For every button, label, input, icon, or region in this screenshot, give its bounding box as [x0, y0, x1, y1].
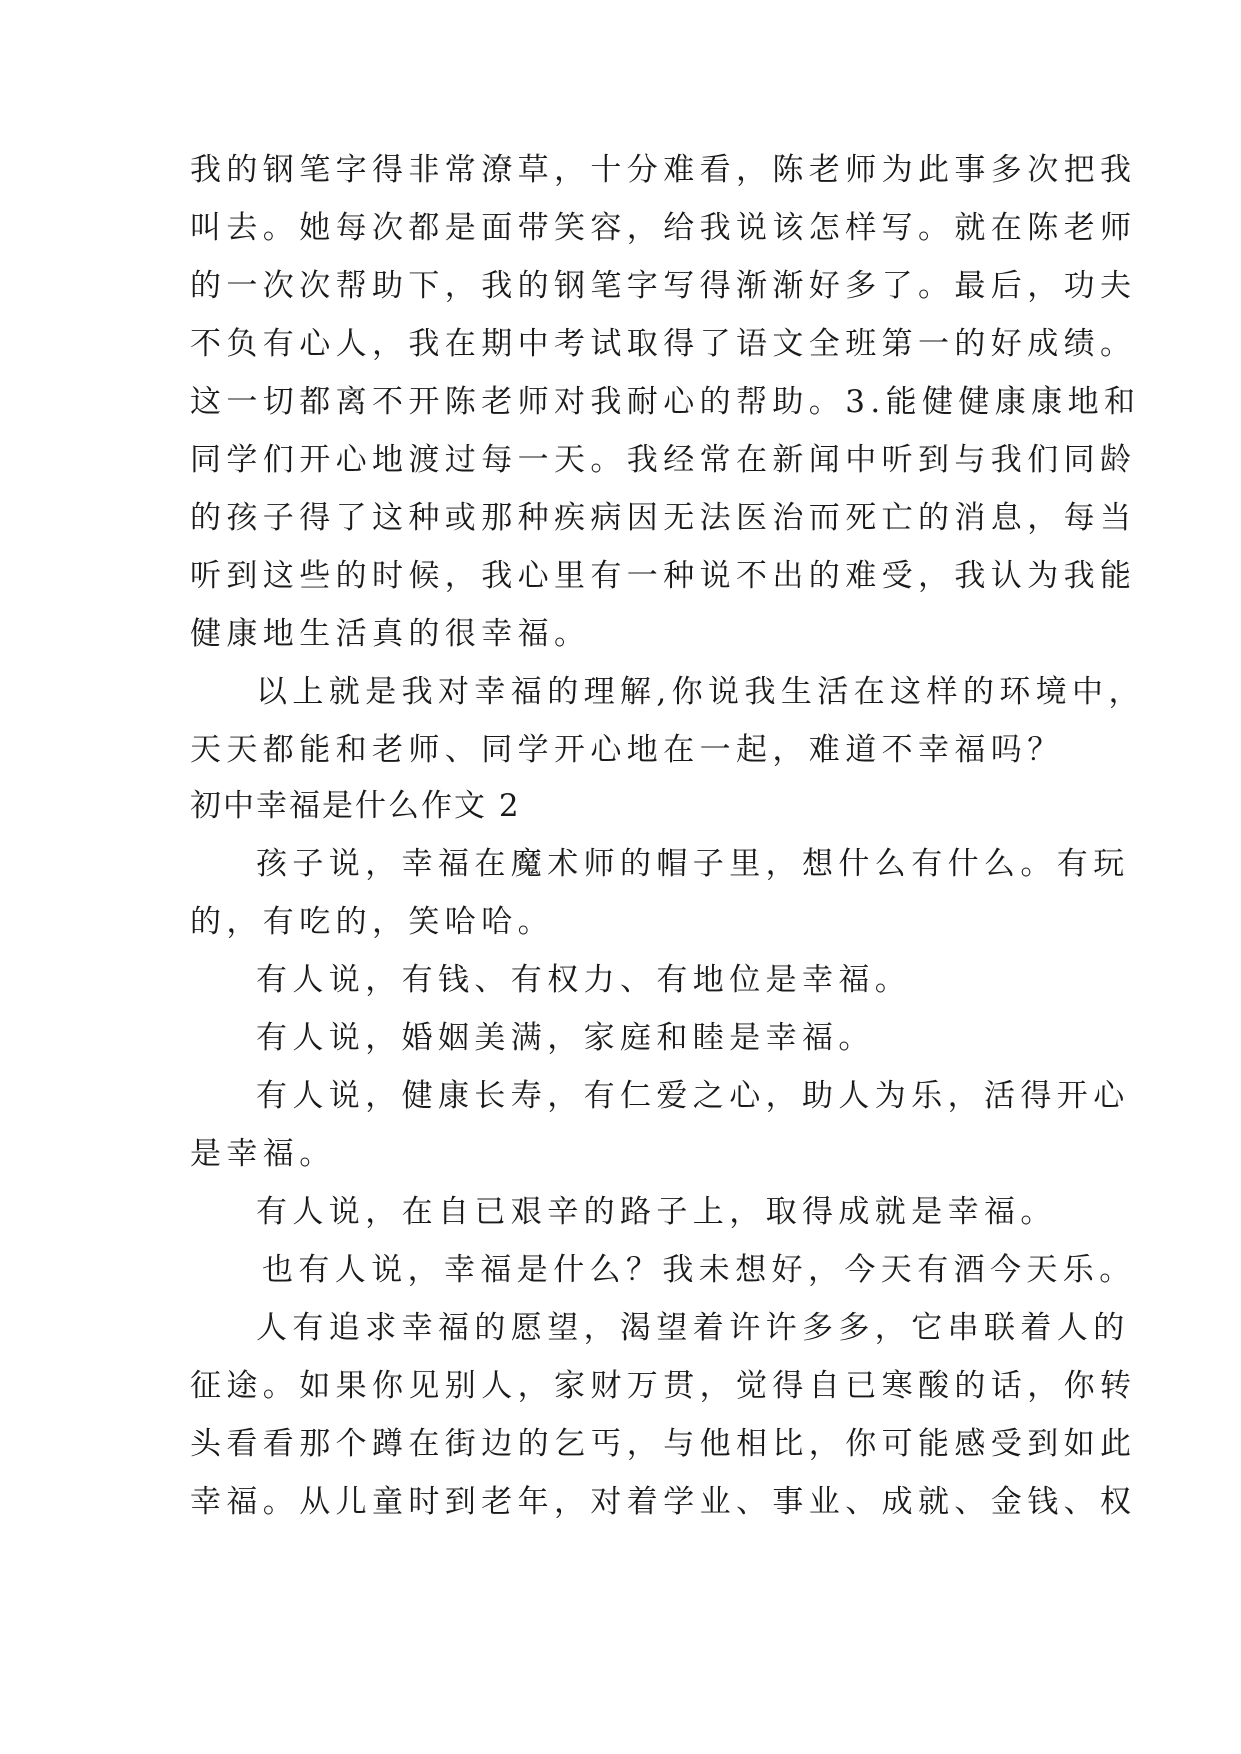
paragraph-line: 的孩子得了这种或那种疾病因无法医治而死亡的消息，每当	[190, 500, 1137, 536]
paragraph-line: 以上就是我对幸福的理解,你说我生活在这样的环境中，	[256, 674, 1145, 710]
paragraph-line: 也有人说，幸福是什么？我未想好，今天有酒今天乐。	[262, 1252, 1136, 1288]
paragraph-line: 的一次次帮助下，我的钢笔字写得渐渐好多了。最后，功夫	[190, 268, 1137, 304]
paragraph-line: 同学们开心地渡过每一天。我经常在新闻中听到与我们同龄	[190, 442, 1137, 478]
paragraph-line: 听到这些的时候，我心里有一种说不出的难受，我认为我能	[190, 558, 1137, 594]
paragraph-line: 是幸福。	[190, 1136, 336, 1172]
paragraph-line: 孩子说，幸福在魔术师的帽子里，想什么有什么。有玩	[256, 846, 1130, 882]
paragraph-line: 叫去。她每次都是面带笑容，给我说该怎样写。就在陈老师	[190, 210, 1137, 246]
paragraph-line: 有人说，有钱、有权力、有地位是幸福。	[256, 962, 912, 998]
paragraph-line: 这一切都离不开陈老师对我耐心的帮助。3.能健健康康地和	[190, 384, 1141, 420]
paragraph-line: 有人说，健康长寿，有仁爱之心，助人为乐，活得开心	[256, 1078, 1130, 1114]
paragraph-line: 不负有心人，我在期中考试取得了语文全班第一的好成绩。	[190, 326, 1137, 362]
section-title: 初中幸福是什么作文 2	[190, 788, 521, 824]
paragraph-line: 的，有吃的，笑哈哈。	[190, 904, 554, 940]
paragraph-line: 天天都能和老师、同学开心地在一起，难道不幸福吗？	[190, 732, 1064, 768]
paragraph-line: 头看看那个蹲在街边的乞丐，与他相比，你可能感受到如此	[190, 1426, 1137, 1462]
paragraph-line: 人有追求幸福的愿望，渴望着许许多多，它串联着人的	[256, 1310, 1130, 1346]
paragraph-line: 征途。如果你见别人，家财万贯，觉得自已寒酸的话，你转	[190, 1368, 1137, 1404]
paragraph-line: 健康地生活真的很幸福。	[190, 616, 591, 652]
paragraph-line: 幸福。从儿童时到老年，对着学业、事业、成就、金钱、权	[190, 1484, 1137, 1520]
paragraph-line: 有人说，在自已艰辛的路子上，取得成就是幸福。	[256, 1194, 1057, 1230]
paragraph-line: 有人说，婚姻美满，家庭和睦是幸福。	[256, 1020, 875, 1056]
paragraph-line: 我的钢笔字得非常潦草，十分难看，陈老师为此事多次把我	[190, 152, 1137, 188]
